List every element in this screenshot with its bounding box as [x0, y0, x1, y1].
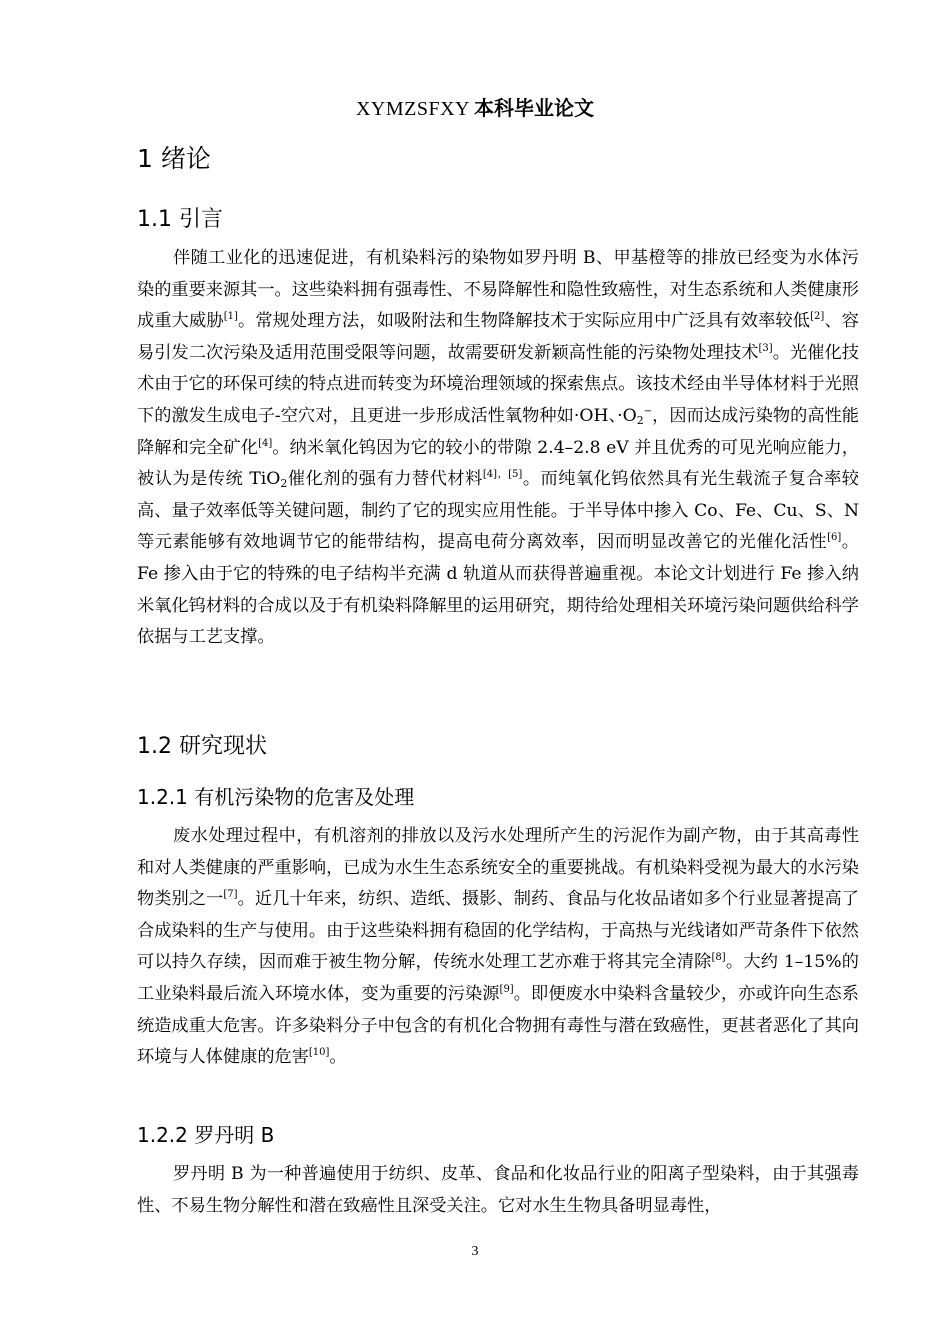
citation: [10]	[308, 1047, 330, 1059]
header-title: 本科毕业论文	[474, 96, 595, 120]
running-header	[0, 95, 950, 122]
citation: [6]	[827, 532, 842, 544]
rhodamine-paragraph: 罗丹明 B 为一种普遍使用于纺织、皮革、食品和化妆品行业的阳离子型染料，由于其强毒性、不易生物分解性和潜在致癌性且深受关注。它对水生生物具备明显毒性，	[137, 1164, 859, 1216]
citation: [7]	[223, 889, 238, 901]
subsection-heading-1-2-1: 1.2.1 有机污染物的危害及处理	[137, 785, 415, 809]
section-heading-1-2: 1.2 研究现状	[137, 734, 267, 759]
citation: [2]	[810, 311, 825, 323]
chapter-heading: 1 绪论	[137, 144, 211, 173]
pollutant-paragraph: 废水处理过程中，有机溶剂的排放以及污水处理所产生的污泥作为副产物，由于其高毒性和对人类健康的严重影响，已成为水生生态系统安全的重要挑战。有机染料受视为最大的水污染物类别之一[7]。近几十年来，纺织、造纸、摄影、制药、食品与化妆品诸如多个行业显著提高了合成染料的生产与使用。由于这些染料拥有稳固的化学结构，于高热与光线诸如严苛条件下依然可以持久存续，因而难于被生物分解，传统水处理工艺亦难于将其完全清除[8]。大约 1–15%的工业染料最后流入环境水体，变为重要的污染源[9]。即便废水中染料含量较少，亦或许向生态系统造成重大危害。许多染料分子中包含的有机化合物拥有毒性与潜在致癌性，更甚者恶化了其向环境与人体健康的危害[10]。	[137, 826, 859, 1068]
subsection-heading-1-2-2: 1.2.2 罗丹明 B	[137, 1123, 275, 1147]
citation: [1]	[223, 311, 238, 323]
citation: [8]	[711, 952, 726, 964]
citation: [4]，[5]	[482, 469, 523, 481]
header-prefix: XYMZSFXY	[355, 98, 471, 120]
section-heading-1-1: 1.1 引言	[137, 207, 223, 232]
citation: [9]	[499, 983, 514, 995]
citation: [3]	[758, 342, 773, 354]
citation: [4]	[258, 437, 273, 449]
page-number: 3	[471, 1244, 479, 1259]
intro-paragraph: 伴随工业化的迅速促进，有机染料污的染物如罗丹明 B、甲基橙等的排放已经变为水体污染的重要来源其一。这些染料拥有强毒性、不易降解性和隐性致癌性，对生态系统和人类健康形成重大威胁[1]。常规处理方法，如吸附法和生物降解技术于实际应用中广泛具有效率较低[2]、容易引发二次污染及适用范围受限等问题，故需要研发新颖高性能的污染物处理技术[3]。光催化技术由于它的环保可续的特点进而转变为环境治理领域的探索焦点。该技术经由半导体材料于光照下的激发生成电子-空穴对，且更进一步形成活性氧物种如·OH、$\cdot O_2^-$，因而达成污染物的高性能降解和完全矿化[4]。纳米氧化钨因为它的较小的带隙 2.4–2.8 eV 并且优秀的可见光响应能力，被认为是传统 TiO$_2$催化剂的强有力替代材料[4]，[5]。而纯氧化钨依然具有光生载流子复合率较高、量子效率低等关键问题，制约了它的现实应用性能。于半导体中掺入 Co、Fe、Cu、S、N 等元素能够有效地调节它的能带结构，提高电荷分离效率，因而明显改善它的光催化活性[6]。Fe 掺入由于它的特殊的电子结构半充满 d 轨道从而获得普遍重视。本论文计划进行 Fe 掺入纳米氧化钨材料的合成以及于有机染料降解里的运用研究，期待给处理相关环境污染问题供给科学依据与工艺支撑。	[137, 248, 859, 648]
